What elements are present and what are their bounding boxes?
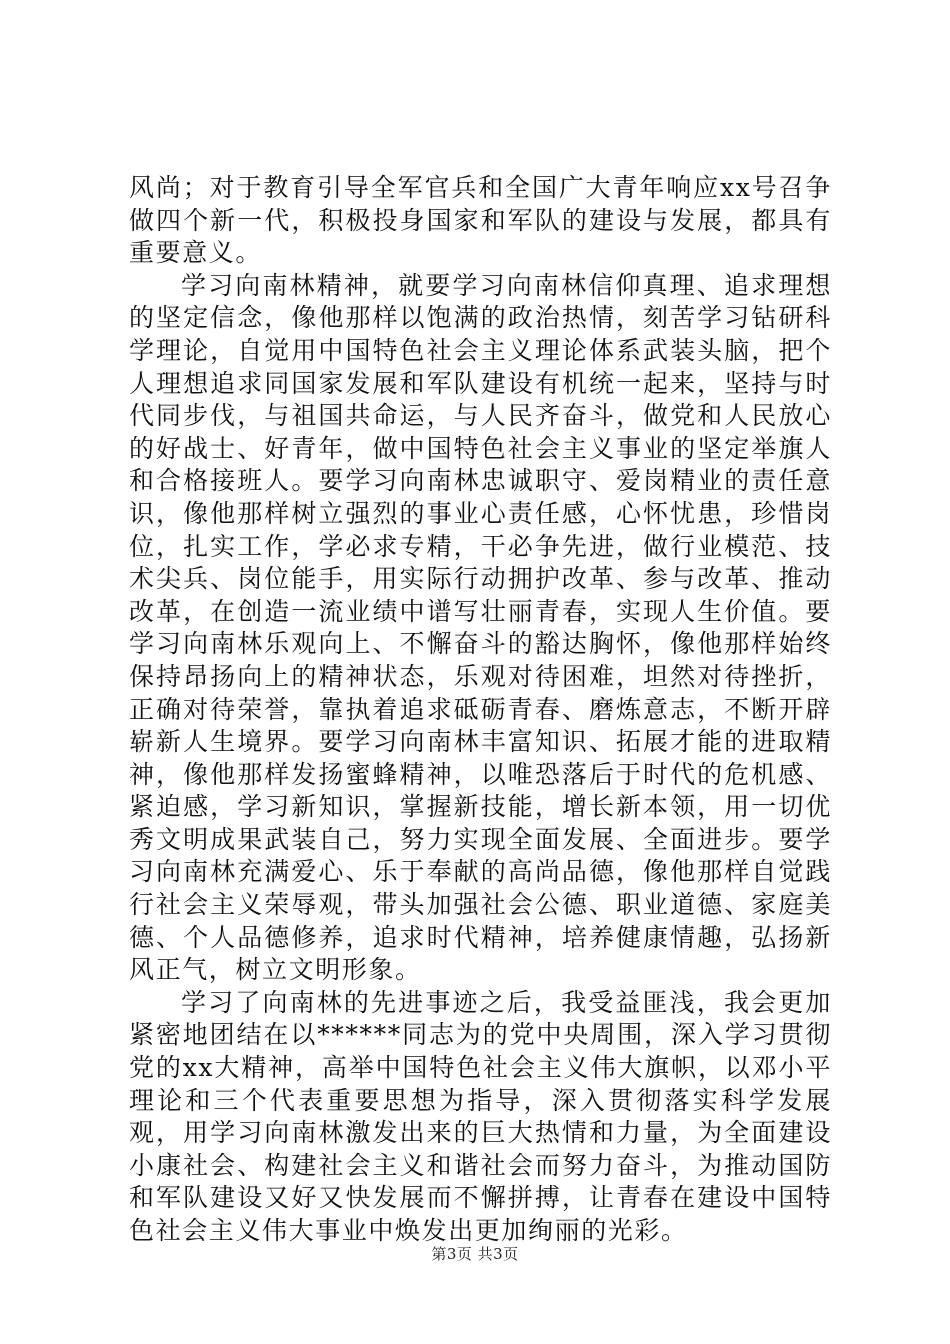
page-number-footer: 第3页 共3页 [431, 1245, 519, 1263]
paragraph-continuation: 风尚；对于教育引导全军官兵和全国广大青年响应xx号召争做四个新一代，积极投身国家和军队的建设与发展，都具有重要意义。 [129, 173, 832, 268]
document-body [129, 172, 832, 1248]
paragraph-conclusion: 学习了向南林的先进事迹之后，我受益匪浅，我会更加紧密地团结在以******同志为的党中央周围，深入学习贯彻党的xx大精神，高举中国特色社会主义伟大旗帜，以邓小平理论和三个代表重要思想为指导，深入贯彻落实科学发展观，用学习向南林激发出来的巨大热情和力量，为全面建设小康社会、构建社会主义和谐社会而努力奋斗，为推动国防和军队建设又好又快发展而不懈拼搏，让青春在建设中国特色社会主义伟大事业中焕发出更加绚丽的光彩。 [129, 987, 832, 1245]
paragraph-study-spirit: 学习向南林精神，就要学习向南林信仰真理、追求理想的坚定信念，像他那样以饱满的政治热情，刻苦学习钻研科学理论，自觉用中国特色社会主义理论体系武装头脑，把个人理想追求同国家发展和军队建设有机统一起来，坚持与时代同步伐，与祖国共命运，与人民齐奋斗，做党和人民放心的好战士、好青年，做中国特色社会主义事业的坚定举旗人和合格接班人。要学习向南林忠诚职守、爱岗精业的责任意识，像他那样树立强烈的事业心责任感，心怀忧患，珍惜岗位，扎实工作，学必求专精，干必争先进，做行业模范、技术尖兵、岗位能手，用实际行动拥护改革、参与改革、推动改革，在创造一流业绩中谱写壮丽青春，实现人生价值。要学习向南林乐观向上、不懈奋斗的豁达胸怀，像他那样始终保持昂扬向上的精神状态，乐观对待困难，坦然对待挫折，正确对待荣誉，靠执着追求砥砺青春、磨炼意志，不断开辟崭新人生境界。要学习向南林丰富知识、拓展才能的进取精神，像他那样发扬蜜蜂精神，以唯恐落后于时代的危机感、紧迫感，学习新知识，掌握新技能，增长新本领，用一切优秀文明成果武装自己，努力实现全面发展、全面进步。要学习向南林充满爱心、乐于奉献的高尚品德，像他那样自觉践行社会主义荣辱观，带头加强社会公德、职业道德、家庭美德、个人品德修养，追求时代精神，培养健康情趣，弘扬新风正气，树立文明形象。 [129, 270, 832, 985]
